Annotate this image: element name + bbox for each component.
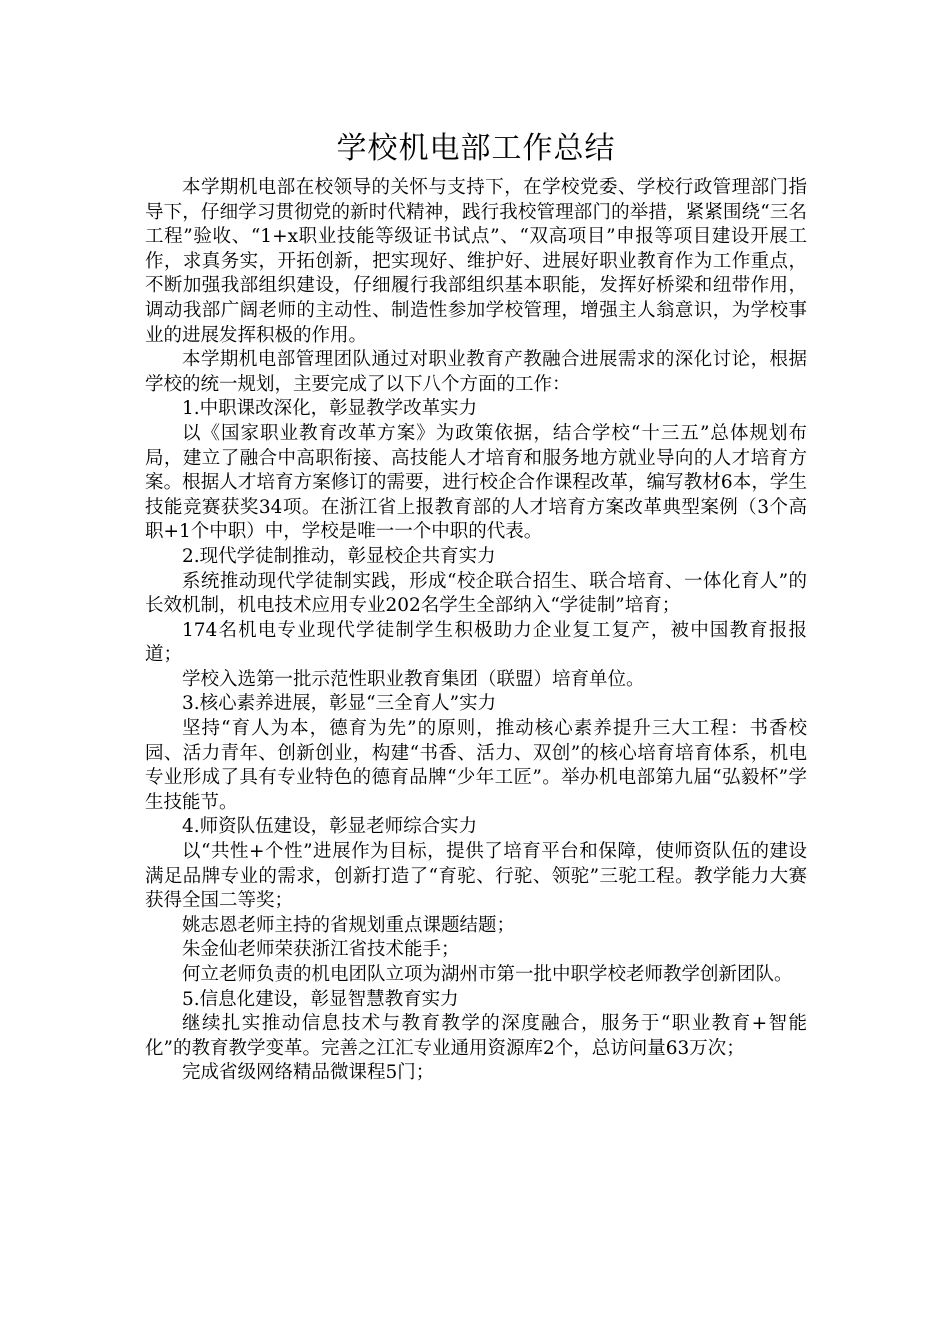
paragraph-section-5b: 完成省级网络精品微课程5门； (182, 1062, 435, 1084)
paragraph-section-4c: 朱金仙老师荣获浙江省技术能手； (182, 939, 460, 961)
paragraph-section-2a: 系统推动现代学徒制实践，形成“校企联合招生、联合培育、一体化育人”的长效机制，机电技术应用专业202名学生全部纳入“学徒制”培育； (145, 570, 807, 617)
section-heading-3: 3.核心素养进展，彰显“三全育人”实力 (182, 693, 497, 715)
section-heading-2: 2.现代学徒制推动，彰显校企共育实力 (182, 545, 496, 567)
paragraph-section-3: 坚持“育人为本，德育为先”的原则，推动核心素养提升三大工程：书香校园、活力青年、创新创业，构建“书香、活力、双创”的核心培育培育体系，机电专业形成了具有专业特色的德育品牌“少年工匠”。举办机电部第九届“弘毅杯”学生技能节。 (145, 718, 807, 813)
paragraph-section-4b: 姚志恩老师主持的省规划重点课题结题； (182, 914, 516, 936)
document-title: 学校机电部工作总结 (336, 131, 616, 166)
section-heading-1: 1.中职课改深化，彰显教学改革实力 (182, 398, 478, 420)
paragraph-section-1: 以《国家职业教育改革方案》为政策依据，结合学校“十三五”总体规划布局，建立了融合中高职衔接、高技能人才培育和服务地方就业导向的人才培育方案。根据人才培育方案修订的需要，进行校企合作课程改革，编写教材6本，学生技能竞赛获奖34项。在浙江省上报教育部的人才培育方案改革典型案例（3个高职+1个中职）中，学校是唯一一个中职的代表。 (145, 422, 807, 543)
paragraph-section-4a: 以“共性+个性”进展作为目标，提供了培育平台和保障，使师资队伍的建设满足品牌专业的需求，创新打造了“育驼、行驼、领驼”三驼工程。教学能力大赛获得全国二等奖； (145, 841, 807, 912)
paragraph-overview: 本学期机电部管理团队通过对职业教育产教融合进展需求的深化讨论，根据学校的统一规划，主要完成了以下八个方面的工作： (145, 349, 807, 395)
paragraph-intro: 本学期机电部在校领导的关怀与支持下，在学校党委、学校行政管理部门指导下，仔细学习贯彻党的新时代精神，践行我校管理部门的举措，紧紧围绕“三名工程”验收、“1+x职业技能等级证书试点”、“双高项目”申报等项目建设开展工作，求真务实，开拓创新，把实现好、维护好、进展好职业教育作为工作重点，不断加强我部组织建设，仔细履行我部组织基本职能，发挥好桥梁和纽带作用，调动我部广阔老师的主动性、制造性参加学校管理，增强主人翁意识，为学校事业的进展发挥积极的作用。 (145, 177, 807, 346)
section-heading-5: 5.信息化建设，彰显智慧教育实力 (182, 988, 459, 1010)
paragraph-section-2c: 学校入选第一批示范性职业教育集团（联盟）培育单位。 (182, 668, 645, 690)
paragraph-section-5a: 继续扎实推动信息技术与教育教学的深度融合，服务于“职业教育+智能化”的教育教学变革。完善之江汇专业通用资源库2个，总访问量63万次； (145, 1013, 807, 1059)
document-page (145, 128, 807, 1086)
paragraph-section-2b: 174名机电专业现代学徒制学生积极助力企业复工复产，被中国教育报报道； (145, 619, 807, 666)
section-heading-4: 4.师资队伍建设，彰显老师综合实力 (182, 816, 478, 838)
paragraph-section-4d: 何立老师负责的机电团队立项为湖州市第一批中职学校老师教学创新团队。 (182, 964, 793, 985)
